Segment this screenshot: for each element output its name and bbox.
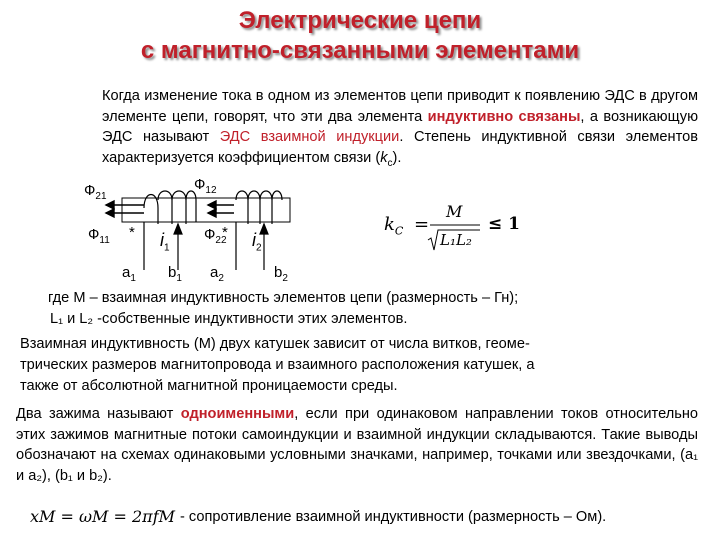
where-line-2: L₁ и L₂ -собственные индуктивности этих элементов. (50, 311, 408, 327)
phi11-label: $Ф_{11}$ (88, 226, 110, 246)
star-2: * (222, 224, 228, 241)
flux-arrows-middle (208, 201, 234, 217)
terminals-text-2: , если при одинаковом направлении токов относительно этих зажимов магнитные потоки самоиндукции и взаимной индукции складываются. Такие выводы обозначают на схемах одинаковыми условными значками, например, точками или звездочками, (a₁ и a₂), (b₁ и b₂). (16, 406, 698, 484)
kc-relation: ≤ 1 (488, 214, 520, 234)
title-line-1: Электрические цепи (238, 7, 482, 34)
intro-text-3: . Степень индуктивной связи элементов характеризуется коэффициентом связи ( (102, 129, 698, 166)
coupling-k-sub: c (387, 157, 393, 169)
core-outline (122, 198, 290, 222)
terminals-highlight: одноименными (180, 406, 295, 422)
phi21-label: $Ф_{21}$ (84, 182, 107, 202)
page-title (0, 6, 720, 66)
title-line-2: с магнитно-связанными элементами (140, 37, 580, 64)
kc-denominator: L₁L₂ (440, 231, 472, 249)
terminal-b1: $b_1$ (168, 264, 182, 284)
terminal-a1: $a_1$ (122, 264, 136, 284)
intro-text-2: , а возникающую ЭДС называют (102, 108, 699, 145)
terminal-b2: $b_2$ (274, 264, 288, 284)
coupling-k: k (380, 149, 388, 166)
kc-lhs: $k_C$ (384, 214, 404, 238)
mutual-line-3: также от абсолютной магнитной проницаемости среды. (20, 378, 398, 394)
intro-text-1: Когда изменение тока в одном из элементов цепи приводит к появлению ЭДС в другом элементе цепи, говорят, что эти два элемента (102, 88, 698, 125)
coil-2 (236, 191, 282, 224)
phi22-label: $Ф_{22}$ (204, 226, 227, 246)
coupled-coils-diagram (84, 172, 314, 284)
star-1: * (129, 224, 135, 241)
intro-highlight-inductively-coupled: индуктивно связаны (427, 108, 581, 125)
kc-numerator: M (446, 202, 463, 221)
flux-arrows-left (106, 201, 144, 217)
terminals-paragraph (16, 404, 698, 486)
where-line-1: где M – взаимная индуктивность элементов цепи (размерность – Гн); (48, 290, 519, 306)
mutual-line-2: трических размеров магнитопровода и взаимного расположения катушек, а (20, 357, 535, 373)
phi12-label: $Ф_{12}$ (194, 176, 217, 196)
coil-1 (144, 191, 196, 224)
intro-paragraph (102, 86, 698, 174)
intro-highlight-mutual-emf: ЭДС взаимной индукции (219, 129, 400, 145)
i1-label: $i_1$ (160, 230, 170, 254)
xm-formula: xM = ωM = 2πfM (30, 507, 175, 526)
kc-eq: = (414, 214, 430, 235)
intro-text-4: ). (392, 149, 402, 166)
coupling-formula (384, 200, 524, 260)
xm-text: - сопротивление взаимной индуктивности (размерность – Ом). (180, 509, 607, 525)
i2-label: $i_2$ (252, 230, 262, 254)
mutual-line-1: Взаимная индуктивность (M) двух катушек зависит от числа витков, геоме- (20, 336, 530, 352)
xm-line (30, 507, 710, 531)
terminals-text-1: Два зажима называют (16, 406, 181, 422)
terminal-a2: $a_2$ (210, 264, 224, 284)
